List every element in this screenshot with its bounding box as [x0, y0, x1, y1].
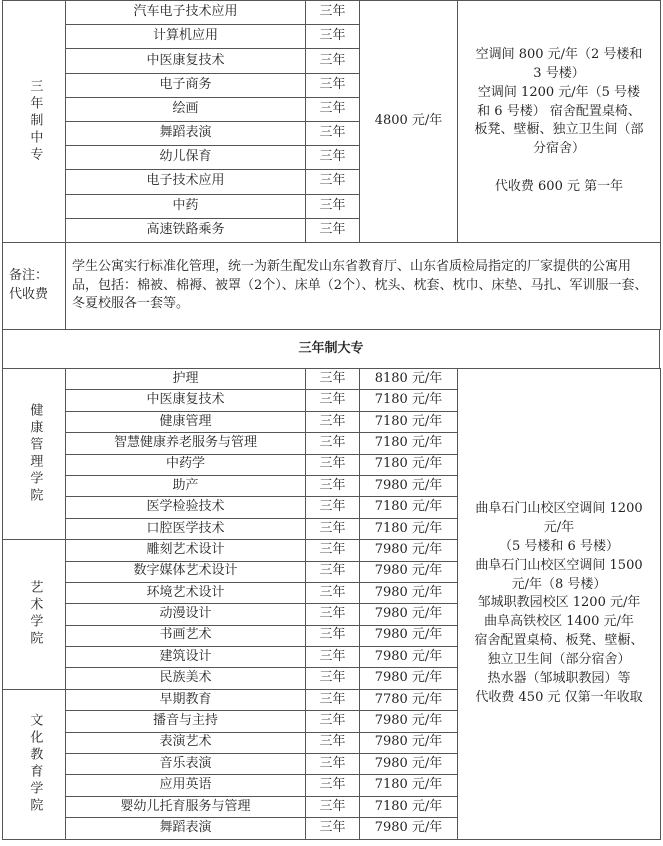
remark-label: [3, 243, 66, 330]
major-name: 音乐表演: [66, 754, 306, 775]
dorm-info: [458, 1, 661, 243]
major-name: 口腔医学技术: [66, 518, 306, 539]
major-name: 电子技术应用: [66, 170, 306, 194]
major-name: 舞蹈表演: [66, 818, 306, 839]
duration: 三年: [306, 668, 360, 689]
tuition-fee: 7980 元/年: [360, 540, 458, 561]
remark-text: 学生公寓实行标准化管理，统一为新生配发山东省教育厅、山东省质检局指定的厂家提供的公寓用品，包括：棉被、棉褥、被罩（2个）、床单（2个）、枕头、枕套、枕巾、床垫、马扎、军训服一套、冬夏校服各一套等。: [66, 243, 661, 330]
college-name-text: 文化教育学院: [27, 713, 43, 816]
tuition-fee: 7980 元/年: [360, 818, 458, 839]
major-name: 动漫设计: [66, 604, 306, 625]
remark-label-line-1: 备注：: [9, 268, 49, 284]
tuition-fee: 7980 元/年: [360, 582, 458, 603]
major-name: 绘画: [66, 97, 306, 121]
dorm-info-line: 曲阜高铁校区 1400 元/年: [484, 614, 634, 630]
college-section-heading: 三年制大专: [3, 330, 660, 369]
dorm-info-line: 代收费 600 元 第一年: [494, 178, 624, 194]
duration: 三年: [306, 97, 360, 121]
major-name: 播音与主持: [66, 711, 306, 732]
duration: 三年: [306, 754, 360, 775]
tuition-fee: 8180 元/年: [360, 369, 458, 390]
dorm-info-line: （5 号楼和 6 号楼）: [499, 538, 619, 554]
dorm-info-line: [464, 159, 654, 178]
major-name: 中医康复技术: [66, 390, 306, 411]
duration: 三年: [306, 689, 360, 710]
major-name: 建筑设计: [66, 647, 306, 668]
major-name: 助产: [66, 475, 306, 496]
tuition-fee: 7980 元/年: [360, 625, 458, 646]
dorm-info-line: 曲阜石门山校区空调间 1500: [475, 557, 643, 573]
college-table: [2, 368, 661, 840]
table-row: [3, 1, 661, 25]
major-name: 早期教育: [66, 689, 306, 710]
tuition-fee: 7180 元/年: [360, 454, 458, 475]
dorm-info-line: 空调间 1200 元/年（5 号楼: [477, 84, 641, 100]
tuition-fee: 7980 元/年: [360, 668, 458, 689]
dorm-info-line: 代收费 450 元 仅第一年收取: [475, 689, 643, 705]
major-name: 汽车电子技术应用: [66, 1, 306, 25]
duration: 三年: [306, 796, 360, 817]
duration: 三年: [306, 540, 360, 561]
major-name: 中医康复技术: [66, 49, 306, 73]
duration: 三年: [306, 582, 360, 603]
duration: 三年: [306, 647, 360, 668]
duration: 三年: [306, 369, 360, 390]
duration: 三年: [306, 25, 360, 49]
duration: 三年: [306, 411, 360, 432]
college-name: [3, 369, 66, 540]
duration: 三年: [306, 194, 360, 218]
major-name: 环境艺术设计: [66, 582, 306, 603]
tuition-fee: 7980 元/年: [360, 732, 458, 753]
major-name: 表演艺术: [66, 732, 306, 753]
group-label: [3, 1, 66, 243]
major-name: 舞蹈表演: [66, 121, 306, 145]
tuition-fee: 7180 元/年: [360, 796, 458, 817]
dorm-info-line: 3 号楼）: [533, 65, 585, 81]
college-name-text: 艺术学院: [27, 580, 43, 649]
major-name: 电子商务: [66, 73, 306, 97]
duration: 三年: [306, 218, 360, 242]
major-name: 雕刻艺术设计: [66, 540, 306, 561]
duration: 三年: [306, 775, 360, 796]
group-label-text: 三年制中专: [27, 78, 43, 164]
major-name: 应用英语: [66, 775, 306, 796]
tuition-fee: 7180 元/年: [360, 518, 458, 539]
tuition-fee: 7980 元/年: [360, 475, 458, 496]
dorm-info-line: 分宿舍）: [532, 141, 585, 157]
remark-label-line-2: 代收费: [9, 287, 49, 302]
tuition-fee: 7180 元/年: [360, 433, 458, 454]
secondary-school-table: [2, 0, 661, 243]
major-name: 中药: [66, 194, 306, 218]
duration: 三年: [306, 475, 360, 496]
duration: 三年: [306, 497, 360, 518]
tuition-fee: 4800 元/年: [360, 1, 458, 243]
major-name: 婴幼儿托育服务与管理: [66, 796, 306, 817]
tuition-fee: 7180 元/年: [360, 411, 458, 432]
dorm-info-line: 元/年: [543, 520, 575, 535]
dorm-info-line: 热水器（邹城职教园）等: [487, 670, 631, 686]
dorm-info-line: 宿舍配置桌椅、板凳、壁橱、: [474, 633, 644, 649]
major-name: 中药学: [66, 454, 306, 475]
duration: 三年: [306, 625, 360, 646]
dorm-info-line: 空调间 800 元/年（2 号楼和: [475, 47, 643, 63]
tuition-fee: 7980 元/年: [360, 604, 458, 625]
major-name: 护理: [66, 369, 306, 390]
tuition-fee: 7180 元/年: [360, 390, 458, 411]
duration: 三年: [306, 1, 360, 25]
major-name: 医学检验技术: [66, 497, 306, 518]
tuition-fee: 7780 元/年: [360, 689, 458, 710]
tuition-fee: 7180 元/年: [360, 775, 458, 796]
dorm-info-line: 曲阜石门山校区空调间 1200: [475, 501, 643, 517]
major-name: 书画艺术: [66, 625, 306, 646]
remark-table: [2, 242, 661, 330]
duration: 三年: [306, 121, 360, 145]
tuition-fee: 7180 元/年: [360, 497, 458, 518]
duration: 三年: [306, 604, 360, 625]
major-name: 计算机应用: [66, 25, 306, 49]
major-name: 幼儿保育: [66, 146, 306, 170]
major-name: 健康管理: [66, 411, 306, 432]
dorm-info: [458, 369, 661, 840]
dorm-info-line: 板凳、壁橱、独立卫生间（部: [474, 122, 644, 138]
dorm-info-line: 邹城职教园校区 1200 元/年: [477, 595, 641, 611]
college-heading-table: [2, 329, 660, 369]
college-name: [3, 540, 66, 690]
major-name: 智慧健康养老服务与管理: [66, 433, 306, 454]
college-name: [3, 689, 66, 839]
duration: 三年: [306, 518, 360, 539]
tuition-fee: 7980 元/年: [360, 754, 458, 775]
tuition-fee: 7980 元/年: [360, 711, 458, 732]
tuition-fee: 7980 元/年: [360, 561, 458, 582]
major-name: 高速铁路乘务: [66, 218, 306, 242]
duration: 三年: [306, 454, 360, 475]
duration: 三年: [306, 433, 360, 454]
table-row: [3, 369, 661, 390]
duration: 三年: [306, 732, 360, 753]
tuition-fee: 7980 元/年: [360, 647, 458, 668]
major-name: 民族美术: [66, 668, 306, 689]
duration: 三年: [306, 818, 360, 839]
dorm-info-line: 和 6 号楼） 宿舍配置桌椅、: [477, 103, 641, 119]
dorm-info-line: 独立卫生间（部分宿舍）: [487, 651, 631, 667]
major-name: 数字媒体艺术设计: [66, 561, 306, 582]
duration: 三年: [306, 390, 360, 411]
duration: 三年: [306, 170, 360, 194]
duration: 三年: [306, 49, 360, 73]
college-name-text: 健康管理学院: [27, 403, 43, 506]
dorm-info-line: 元/年（8 号楼）: [511, 576, 607, 592]
duration: 三年: [306, 146, 360, 170]
duration: 三年: [306, 711, 360, 732]
duration: 三年: [306, 561, 360, 582]
duration: 三年: [306, 73, 360, 97]
